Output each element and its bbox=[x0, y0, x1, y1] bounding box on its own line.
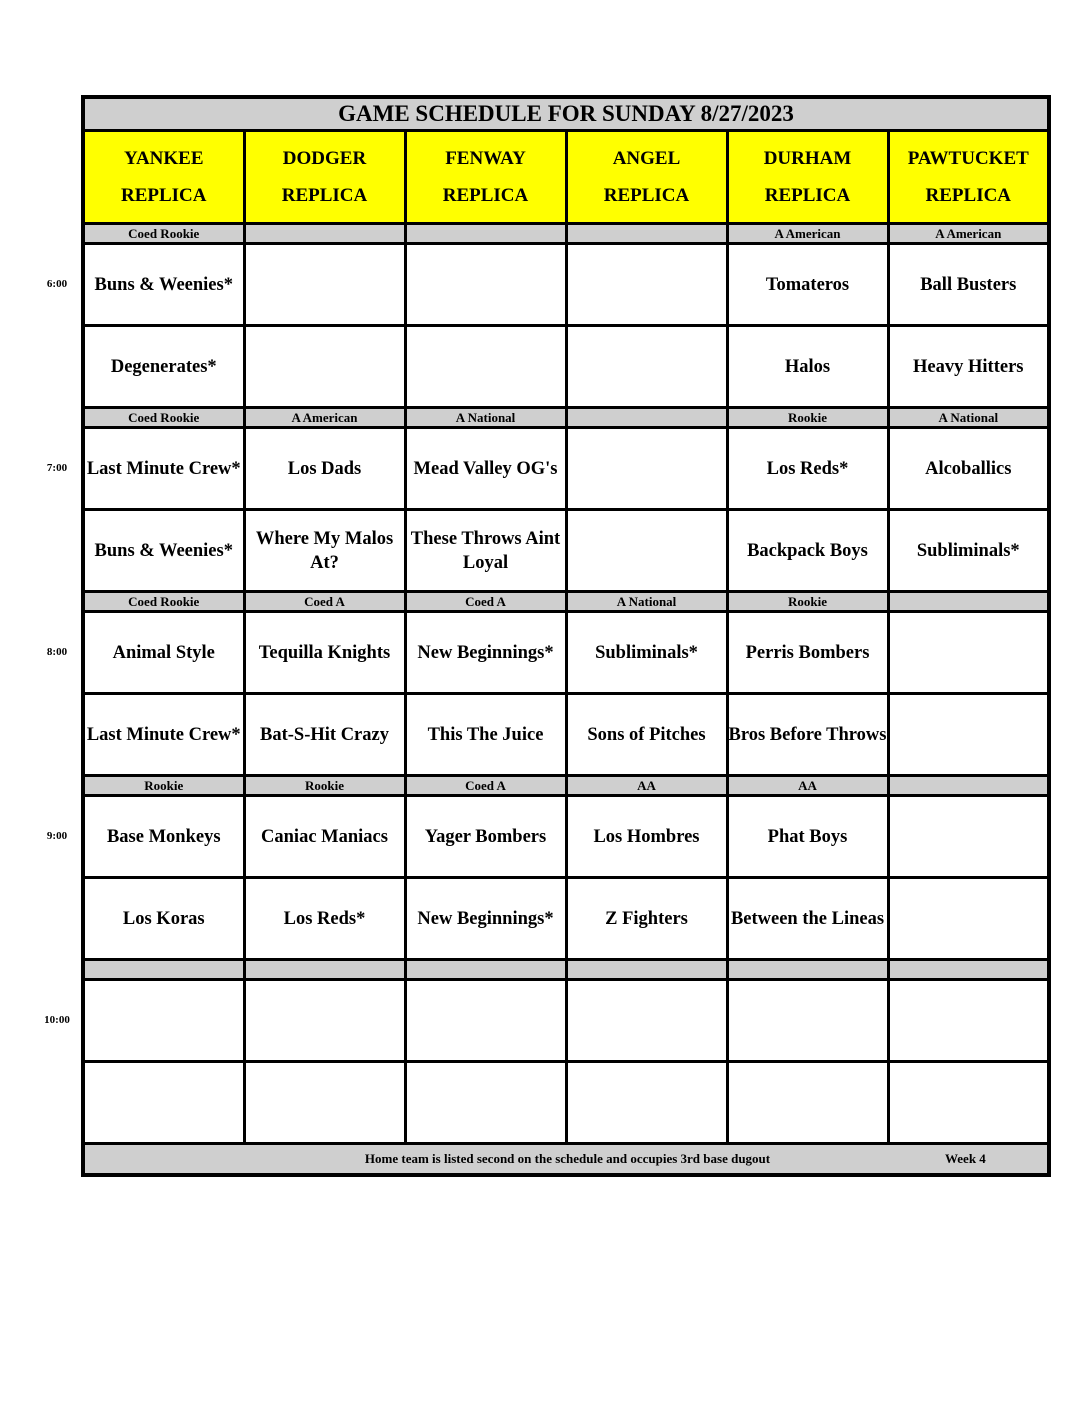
field-name: ANGEL bbox=[612, 148, 681, 169]
division-label bbox=[888, 592, 1049, 612]
empty-cell bbox=[566, 244, 727, 326]
division-label: Coed Rookie bbox=[83, 224, 244, 244]
empty-cell bbox=[566, 428, 727, 510]
empty-cell bbox=[405, 244, 566, 326]
division-label: Coed A bbox=[244, 592, 405, 612]
time-label: 9:00 bbox=[46, 829, 68, 842]
team-away: Tequilla Knights bbox=[244, 612, 405, 694]
game-row-home bbox=[83, 878, 1049, 960]
division-label: Rookie bbox=[244, 776, 405, 796]
division-label bbox=[405, 224, 566, 244]
team-home: Halos bbox=[727, 326, 888, 408]
division-label bbox=[888, 960, 1049, 980]
empty-cell bbox=[244, 244, 405, 326]
team-home: Los Reds* bbox=[244, 878, 405, 960]
division-label bbox=[566, 960, 727, 980]
game-row-home bbox=[83, 1062, 1049, 1144]
field-subtitle: REPLICA bbox=[603, 185, 690, 206]
game-row-away bbox=[83, 244, 1049, 326]
field-name: FENWAY bbox=[445, 148, 526, 169]
division-label: Coed A bbox=[405, 592, 566, 612]
empty-cell bbox=[244, 1062, 405, 1144]
game-row-away bbox=[83, 796, 1049, 878]
game-row-home bbox=[83, 510, 1049, 592]
empty-cell bbox=[888, 612, 1049, 694]
empty-cell bbox=[405, 326, 566, 408]
division-label bbox=[244, 224, 405, 244]
team-home: Z Fighters bbox=[566, 878, 727, 960]
empty-cell bbox=[888, 878, 1049, 960]
team-away: Los Dads bbox=[244, 428, 405, 510]
time-label: 6:00 bbox=[46, 277, 68, 290]
empty-cell bbox=[83, 980, 244, 1062]
team-home: This The Juice bbox=[405, 694, 566, 776]
time-label: 10:00 bbox=[44, 1013, 70, 1026]
field-header-yankee bbox=[83, 131, 244, 224]
team-home: Subliminals* bbox=[888, 510, 1049, 592]
team-away: Ball Busters bbox=[888, 244, 1049, 326]
team-away: Los Reds* bbox=[727, 428, 888, 510]
division-label bbox=[566, 224, 727, 244]
empty-cell bbox=[244, 980, 405, 1062]
team-away: Subliminals* bbox=[566, 612, 727, 694]
field-header-fenway bbox=[405, 131, 566, 224]
team-home: Sons of Pitches bbox=[566, 694, 727, 776]
division-label bbox=[727, 960, 888, 980]
team-home: Degenerates* bbox=[83, 326, 244, 408]
empty-cell bbox=[727, 1062, 888, 1144]
team-home: Bros Before Throws bbox=[727, 694, 888, 776]
field-subtitle: REPLICA bbox=[281, 185, 368, 206]
empty-cell bbox=[727, 980, 888, 1062]
team-away: Alcoballics bbox=[888, 428, 1049, 510]
schedule-grid bbox=[81, 95, 1050, 1210]
field-header-angel bbox=[566, 131, 727, 224]
empty-cell bbox=[888, 796, 1049, 878]
field-name: YANKEE bbox=[123, 148, 204, 169]
schedule-table bbox=[81, 95, 1051, 1177]
footer-note: Home team is listed second on the schedule and occupies 3rd base dugout bbox=[364, 1151, 771, 1166]
field-header-durham bbox=[727, 131, 888, 224]
division-label: AA bbox=[727, 776, 888, 796]
game-row-away bbox=[83, 980, 1049, 1062]
time-label: 8:00 bbox=[46, 645, 68, 658]
time-label: 7:00 bbox=[46, 461, 68, 474]
empty-cell bbox=[566, 510, 727, 592]
empty-cell bbox=[405, 980, 566, 1062]
empty-cell bbox=[888, 1062, 1049, 1144]
empty-cell bbox=[888, 980, 1049, 1062]
division-label bbox=[405, 960, 566, 980]
division-label: A National bbox=[888, 408, 1049, 428]
division-label: A American bbox=[888, 224, 1049, 244]
team-away: Tomateros bbox=[727, 244, 888, 326]
team-away: Los Hombres bbox=[566, 796, 727, 878]
division-label: Coed A bbox=[405, 776, 566, 796]
team-home: These Throws Aint Loyal bbox=[405, 510, 566, 592]
division-label: A American bbox=[727, 224, 888, 244]
field-name: DURHAM bbox=[763, 148, 852, 169]
division-label: Rookie bbox=[727, 408, 888, 428]
team-away: Caniac Maniacs bbox=[244, 796, 405, 878]
division-label: A American bbox=[244, 408, 405, 428]
game-row-home bbox=[83, 326, 1049, 408]
team-away: Mead Valley OG's bbox=[405, 428, 566, 510]
field-name: PAWTUCKET bbox=[907, 148, 1029, 169]
team-home: Between the Lineas bbox=[727, 878, 888, 960]
empty-cell bbox=[83, 1062, 244, 1144]
team-away: Yager Bombers bbox=[405, 796, 566, 878]
empty-cell bbox=[566, 980, 727, 1062]
team-away: Phat Boys bbox=[727, 796, 888, 878]
division-label: AA bbox=[566, 776, 727, 796]
footer-bar bbox=[83, 1144, 1049, 1176]
field-subtitle: REPLICA bbox=[925, 185, 1012, 206]
division-label bbox=[888, 776, 1049, 796]
page-title: GAME SCHEDULE FOR SUNDAY 8/27/2023 bbox=[83, 97, 1049, 131]
field-header-pawtucket bbox=[888, 131, 1049, 224]
division-label: A National bbox=[566, 592, 727, 612]
division-label: Rookie bbox=[727, 592, 888, 612]
empty-cell bbox=[566, 1062, 727, 1144]
team-home: Last Minute Crew* bbox=[83, 694, 244, 776]
team-away: New Beginnings* bbox=[405, 612, 566, 694]
team-away: Base Monkeys bbox=[83, 796, 244, 878]
team-home: Backpack Boys bbox=[727, 510, 888, 592]
empty-cell bbox=[405, 1062, 566, 1144]
game-row-away bbox=[83, 428, 1049, 510]
team-home: Bat-S-Hit Crazy bbox=[244, 694, 405, 776]
team-home: Los Koras bbox=[83, 878, 244, 960]
field-subtitle: REPLICA bbox=[764, 185, 851, 206]
team-away: Buns & Weenies* bbox=[83, 244, 244, 326]
team-home: Buns & Weenies* bbox=[83, 510, 244, 592]
field-name: DODGER bbox=[282, 148, 367, 169]
team-home: New Beginnings* bbox=[405, 878, 566, 960]
division-label bbox=[566, 408, 727, 428]
empty-cell bbox=[244, 326, 405, 408]
field-subtitle: REPLICA bbox=[442, 185, 529, 206]
team-away: Perris Bombers bbox=[727, 612, 888, 694]
team-away: Last Minute Crew* bbox=[83, 428, 244, 510]
team-home: Where My Malos At? bbox=[244, 510, 405, 592]
division-label: Coed Rookie bbox=[83, 408, 244, 428]
division-label bbox=[83, 960, 244, 980]
team-home: Heavy Hitters bbox=[888, 326, 1049, 408]
week-label: Week 4 bbox=[945, 1151, 986, 1166]
division-label: Coed Rookie bbox=[83, 592, 244, 612]
empty-cell bbox=[888, 694, 1049, 776]
division-label bbox=[244, 960, 405, 980]
division-label: Rookie bbox=[83, 776, 244, 796]
division-label: A National bbox=[405, 408, 566, 428]
field-subtitle: REPLICA bbox=[120, 185, 207, 206]
game-row-away bbox=[83, 612, 1049, 694]
field-header-dodger bbox=[244, 131, 405, 224]
team-away: Animal Style bbox=[83, 612, 244, 694]
empty-cell bbox=[566, 326, 727, 408]
game-row-home bbox=[83, 694, 1049, 776]
